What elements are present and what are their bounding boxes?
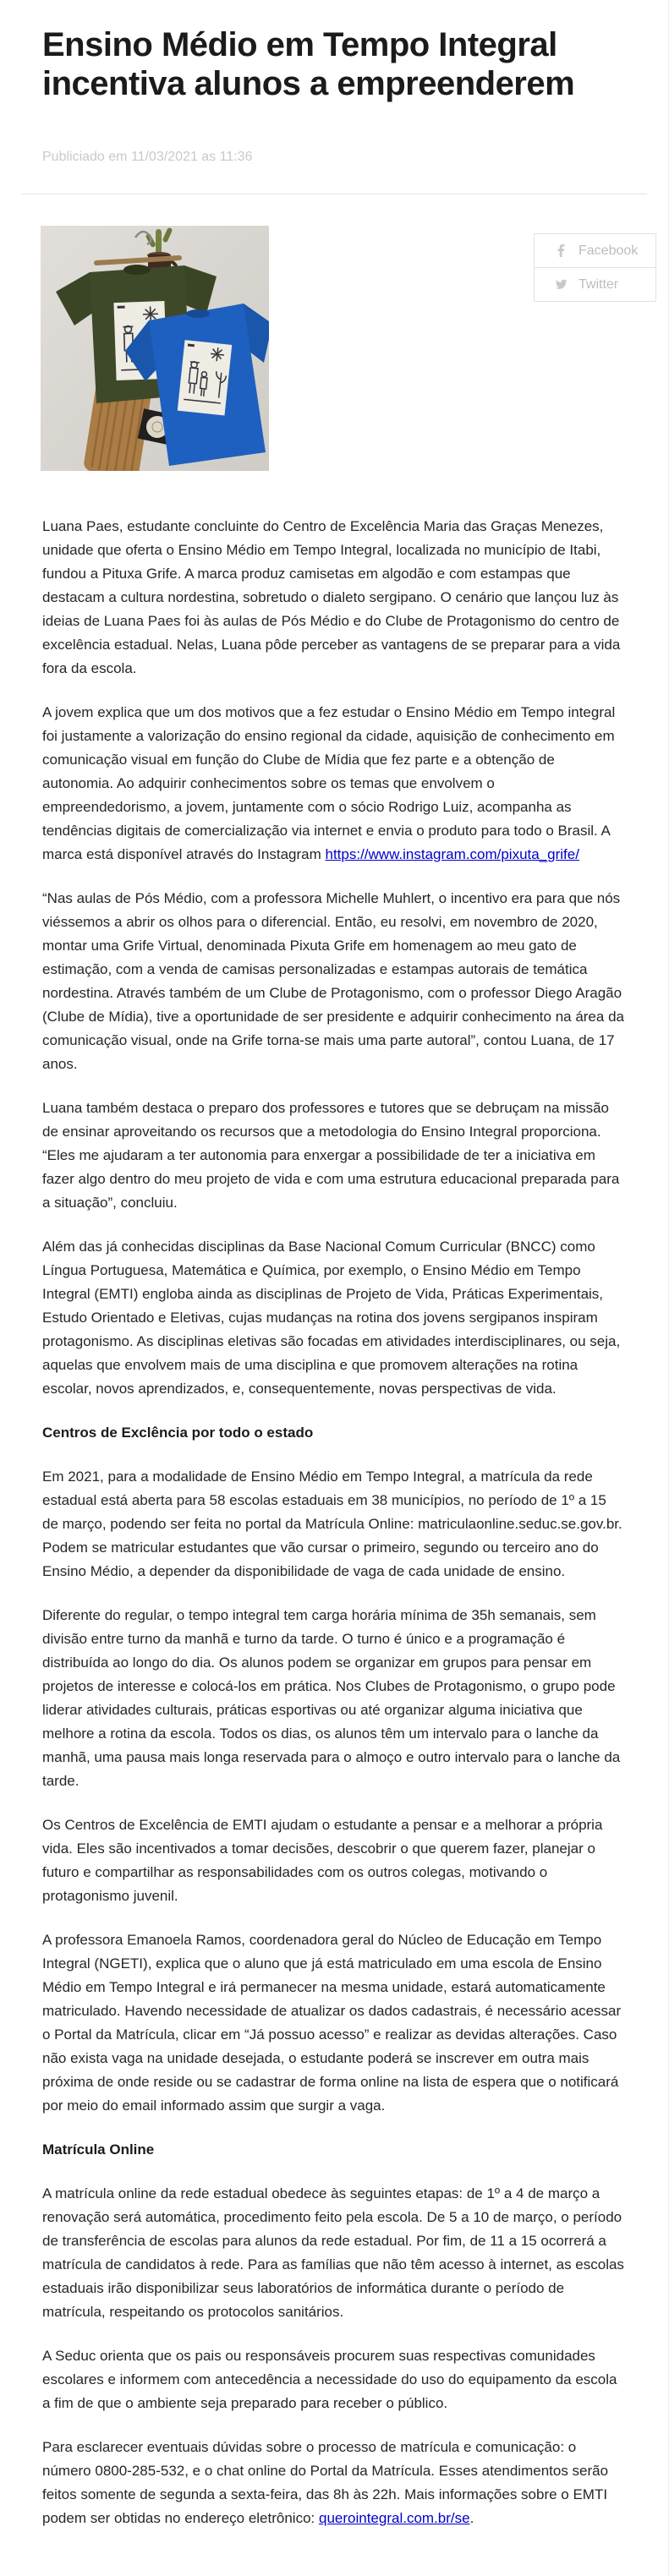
paragraph-text: Além das já conhecidas disciplinas da Base Nacional Comum Curricular (BNCC) como Língua Portuguesa, Matemática e Química, por exemplo, o Ensino Médio em Tempo Integral (EMTI) engloba ainda as disciplinas de Projeto de Vida, Práticas Experimentais, Estudo Orientado e Eletivas, cujas mudanças na rotina dos jovens sergipanos inspiram protagonismo. As disciplinas eletivas são focadas em atividades interdisciplinares, ou seja, aquelas que envolvem mais de uma disciplina e que promovem alterações na rotina escolar, novos aprendizados, e, consequentemente, novas perspectivas de vida. bbox=[42, 1239, 621, 1397]
article-paragraph bbox=[42, 2182, 626, 2324]
paragraph-text: Para esclarecer eventuais dúvidas sobre o processo de matrícula e comunicação: o número 0800-285-532, e o chat online do Portal da Matrícula. Esses atendimentos serão feitos somente de segunda a sexta-feira, das 8h às 22h. Mais informações sobre o EMTI podem ser obtidas no endereço eletrônico: bbox=[42, 2439, 609, 2526]
article-photo bbox=[41, 226, 269, 471]
paragraph-text: Diferente do regular, o tempo integral tem carga horária mínima de 35h semanais, sem divisão entre turno da manhã e turno da tarde. O turno é único e a programação é distribuída ao longo do dia. Os alunos podem se organizar em grupos para pensar em projetos de interesse e colocá-los em prática. Nos Clubes de Protagonismo, o grupo pode liderar atividades culturais, práticas esportivas ou até organizar alguma iniciativa que melhore a rotina da escola. Todos os dias, os alunos têm um intervalo para o lanche da manhã, uma pausa mais longa reservada para o almoço e outro intervalo para o lanche da tarde. bbox=[42, 1607, 621, 1789]
article-paragraph bbox=[42, 887, 626, 1076]
published-date: Publiciado em 11/03/2021 as 11:36 bbox=[42, 150, 253, 164]
facebook-share-label: Facebook bbox=[579, 243, 639, 258]
paragraph-text: A Seduc orienta que os pais ou responsáveis procurem suas respectivas comunidades escolares e informem com antecedência a necessidade do uso do equipamento da escola a fim de que o ambiente seja preparado para receber o público. bbox=[42, 2348, 617, 2411]
article-paragraph bbox=[42, 1928, 626, 2118]
article-body bbox=[0, 471, 668, 2576]
paragraph-text: Luana também destaca o preparo dos professores e tutores que se debruçam na missão de ensinar aproveitando os recursos que a metodologia do Ensino Integral proporciona. “Eles me ajudaram a ter autonomia para enxergar a possibilidade de ter a iniciativa em fazer algo dentro do meu projeto de vida e com uma estrutura educacional preparada para a situação”, concluiu. bbox=[42, 1100, 620, 1211]
facebook-share-button[interactable] bbox=[535, 234, 655, 267]
article-paragraph bbox=[42, 1235, 626, 1401]
paragraph-text: Em 2021, para a modalidade de Ensino Médio em Tempo Integral, a matrícula da rede estadual está aberta para 58 escolas estaduais em 38 municípios, no período de 1º a 15 de março, podendo ser feita no portal da Matrícula Online: matriculaonline.seduc.se.gov.br. Podem se matricular estudantes que vão cursar o primeiro, segundo ou terceiro ano do Ensino Médio, a depender da disponibilidade de vaga de cada unidade de ensino. bbox=[42, 1468, 622, 1579]
paragraph-text: A jovem explica que um dos motivos que a fez estudar o Ensino Médio em Tempo integral foi justamente a valorização do ensino regional da cidade, aquisição de conhecimento em comunicação visual em função do Clube de Mídia que fez parte e a obtenção de autonomia. Ao adquirir conhecimentos sobre os temas que envolvem o empreendedorismo, a jovem, juntamente com o sócio Rodrigo Luiz, acompanha as tendências digitais de comercialização via internet e envia o produto para todo o Brasil. A marca está disponível através do Instagram bbox=[42, 704, 616, 862]
article-paragraph bbox=[42, 1813, 626, 1908]
paragraph-text: A matrícula online da rede estadual obedece às seguintes etapas: de 1º a 4 de março a renovação será automática, procedimento feito pela escola. De 5 a 10 de março, o período de transferência de escolas para alunos da rede estadual. Por fim, de 11 a 15 ocorrerá a matrícula de candidatos à rede. Para as famílias que não têm acesso à internet, as escolas estaduais irão disponibilizar seus laboratórios de informática durante o período de matrícula, respeitando os protocolos sanitários. bbox=[42, 2185, 624, 2320]
section-heading-matricula: Matrícula Online bbox=[42, 2141, 155, 2158]
querointegral-link[interactable]: querointegral.com.br/se bbox=[318, 2510, 470, 2526]
article-paragraph bbox=[42, 1465, 626, 1583]
share-buttons bbox=[534, 233, 656, 302]
article-paragraph bbox=[42, 1604, 626, 1793]
paragraph-text: Luana Paes, estudante concluinte do Centro de Excelência Maria das Graças Menezes, unidade que oferta o Ensino Médio em Tempo Integral, localizada no município de Itabi, fundou a Pituxa Grife. A marca produz camisetas em algodão e com estampas que destacam a cultura nordestina, sobretudo o dialeto sergipano. O cenário que lançou luz às ideias de Luana Paes foi às aulas de Pós Médio e do Clube de Protagonismo do centro de excelência estadual. Nelas, Luana pôde perceber as vantagens de se preparar para a vida fora da escola. bbox=[42, 518, 621, 676]
paragraph-text: . bbox=[469, 2510, 474, 2526]
twitter-share-label: Twitter bbox=[579, 276, 619, 292]
article-paragraph bbox=[42, 1097, 626, 1215]
article-paragraph bbox=[42, 2344, 626, 2415]
article-paragraph bbox=[42, 515, 626, 681]
facebook-icon bbox=[555, 244, 568, 257]
paragraph-text: “Nas aulas de Pós Médio, com a professora Michelle Muhlert, o incentivo era para que nós viéssemos a abrir os olhos para o diferencial. Então, eu resolvi, em novembro de 2020, montar uma Grife Virtual, denominada Pixuta Grife em homenagem ao meu gato de estimação, com a venda de camisas personalizadas e estampas autorais de temática nordestina. Através também de um Clube de Protagonismo, com o professor Diego Aragão (Clube de Mídia), tive a oportunidade de ser presidente e adquirir conhecimento na área da comunicação visual, onde na Grife torna-se mais uma parte autoral”, contou Luana, de 17 anos. bbox=[42, 890, 624, 1072]
paragraph-text: A professora Emanoela Ramos, coordenadora geral do Núcleo de Educação em Tempo Integral (NGETI), explica que o aluno que já está matriculado em uma escola de Ensino Médio em Tempo Integral e irá permanecer na mesma unidade, estará automaticamente matriculado. Havendo necessidade de atualizar os dados cadastrais, é necessário acessar o Portal da Matrícula, clicar em “Já possuo acesso” e realizar as devidas alterações. Caso não exista vaga na unidade desejada, o estudante poderá se inscrever em outra mais próxima de onde reside ou se cadastrar de forma online na lista de espera que o notificará por meio do email informado assim que surgir a vaga. bbox=[42, 1932, 622, 2114]
twitter-icon bbox=[555, 278, 568, 291]
print-blue-shirt bbox=[178, 340, 232, 415]
page-title: Ensino Médio em Tempo Integral incentiva alunos a empreenderem bbox=[42, 26, 575, 102]
instagram-link[interactable]: https://www.instagram.com/pixuta_grife/ bbox=[325, 846, 579, 862]
media-row bbox=[0, 226, 668, 471]
article-paragraph bbox=[42, 701, 626, 867]
section-heading-centros: Centros de Exclência por todo o estado bbox=[42, 1425, 314, 1441]
paragraph-text: Os Centros de Excelência de EMTI ajudam o estudante a pensar e a melhorar a própria vida. Eles são incentivados a tomar decisões, descobrir o que querem fazer, planejar o futuro e compartilhar as responsabilidades com os outros colegas, motivando o protagonismo juvenil. bbox=[42, 1817, 603, 1904]
twitter-share-button[interactable] bbox=[535, 267, 655, 301]
article-paragraph bbox=[42, 2436, 626, 2530]
